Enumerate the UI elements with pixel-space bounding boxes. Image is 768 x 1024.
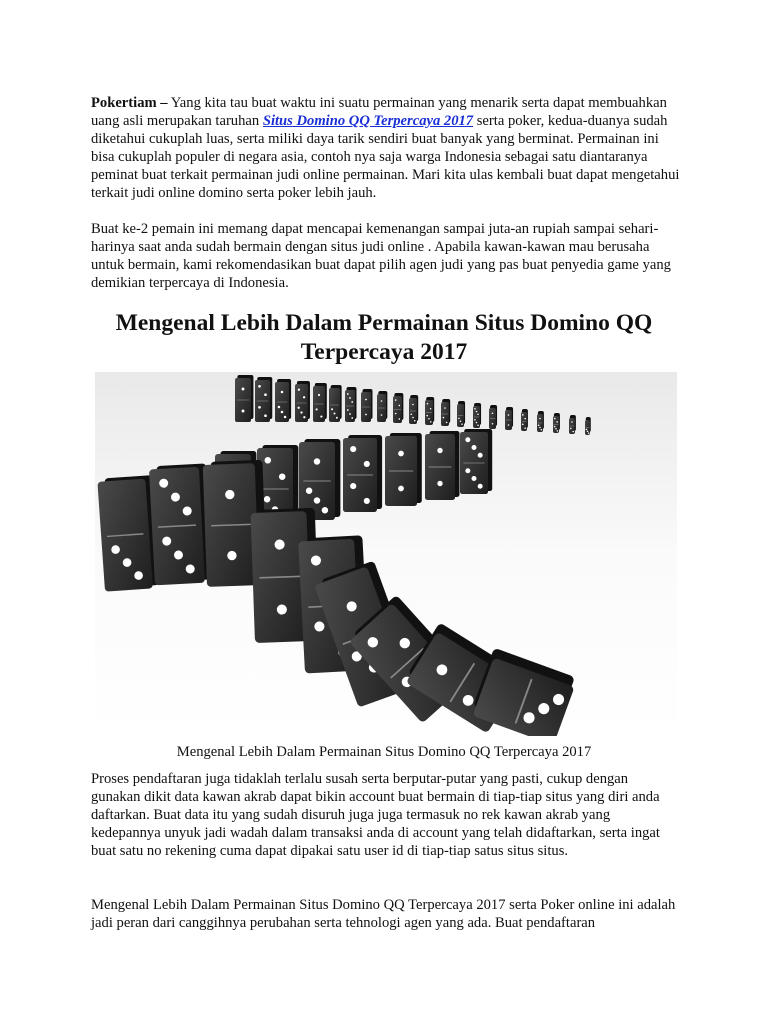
domino-tile — [255, 377, 272, 422]
domino-pip — [477, 413, 479, 415]
domino-tile — [569, 415, 576, 434]
domino-pip — [395, 413, 397, 415]
domino-pip — [365, 399, 367, 401]
domino-pip — [410, 413, 412, 415]
domino-pip — [278, 406, 281, 409]
domino-pip — [331, 408, 333, 410]
domino-pip — [258, 406, 261, 409]
domino-pip — [412, 404, 414, 406]
domino-pip — [430, 408, 432, 410]
domino-tile — [343, 435, 382, 512]
domino-pip — [300, 411, 302, 413]
domino-pip — [522, 424, 524, 426]
domino-pip — [437, 448, 442, 453]
intro-text-a: Yang kita tau buat waktu ini suatu permainan yang menarik serta dapat membuahkan uang asli merupakan taruhan — [91, 95, 667, 129]
domino-pip — [336, 417, 338, 419]
domino-pip — [522, 414, 524, 416]
domino-pip — [395, 399, 397, 401]
domino-pip — [258, 385, 261, 388]
domino-tile — [235, 375, 253, 422]
domino-pip — [474, 419, 476, 421]
domino-tile — [537, 411, 544, 432]
domino-pip — [437, 481, 442, 486]
domino-pip — [428, 418, 430, 420]
third-paragraph: Proses pendaftaran juga tidaklah terlalu susah serta berputar-putar yang pasti, cukup dengan gunakan dikit data kawan akrab dapat bikin account buat bermain di tiap-tiap situs yang diri anda daftarkan. Buat data itu yang sudah disuruh juga juga termasuk no rek kawan akrab yang kedepannya unyuk jadi wadah dalam transaksi anda di account yang telah didaftarkan, serta ingat buat satu no rekening cuma dapat dipakai satu user id di tiap-tiap satus situs situs. — [91, 771, 660, 859]
domino-pip — [350, 483, 356, 489]
domino-tile — [521, 409, 528, 431]
domino-tile — [329, 385, 342, 422]
domino-pip — [492, 412, 494, 414]
domino-tile — [299, 439, 340, 520]
domino-pip — [554, 426, 556, 428]
domino-pip — [351, 401, 353, 403]
domino-pip — [297, 407, 299, 409]
domino-pip — [444, 407, 446, 409]
domino-pip — [458, 418, 460, 420]
domino-pip — [349, 413, 351, 415]
domino-pip — [320, 416, 322, 418]
domino-tile — [553, 413, 560, 433]
domino-pip — [242, 410, 245, 413]
domino-pip — [364, 461, 370, 467]
domino-pip — [303, 396, 305, 398]
domino-pip — [524, 427, 526, 429]
domino-tile — [473, 403, 481, 428]
domino-pip — [334, 413, 336, 415]
domino-pip — [381, 414, 383, 416]
domino-pip — [281, 391, 284, 394]
domino-tile — [585, 417, 591, 435]
domino-pip — [306, 488, 312, 494]
domino-pip — [316, 408, 318, 410]
domino-pip — [398, 451, 404, 457]
domino-tile — [425, 431, 460, 500]
domino-pip — [541, 429, 543, 431]
domino-pip — [264, 393, 267, 396]
domino-pip — [465, 468, 470, 473]
domino-pip — [398, 486, 404, 492]
domino-pip — [461, 423, 463, 425]
section-heading: Mengenal Lebih Dalam Permainan Situs Domino QQ Terpercaya 2017 — [115, 310, 653, 365]
domino-pip — [587, 430, 589, 432]
domino-pip — [570, 428, 572, 430]
domino-pip — [538, 424, 540, 426]
domino-pip — [476, 411, 478, 413]
site-name-lead: Pokertiam – — [91, 95, 168, 111]
domino-tile — [345, 387, 357, 422]
domino-tile — [457, 401, 465, 427]
domino-pip — [557, 430, 559, 432]
domino-tile — [393, 393, 403, 423]
domino-tile — [385, 433, 422, 506]
domino-pip — [471, 445, 476, 450]
domino-pip — [398, 418, 400, 420]
dominoes-image — [95, 372, 677, 736]
domino-pip — [443, 417, 445, 419]
domino-tile — [313, 383, 327, 422]
domino-pip — [303, 416, 305, 418]
domino-tile — [295, 381, 310, 422]
domino-pip — [588, 432, 590, 434]
domino-tile — [275, 379, 291, 422]
domino-pip — [314, 497, 320, 503]
domino-pip — [430, 421, 432, 423]
domino-pip — [476, 422, 478, 424]
domino-pip — [265, 457, 271, 463]
domino-pip — [426, 415, 428, 417]
second-paragraph: Buat ke-2 pemain ini memang dapat mencapai kemenangan sampai juta-an rupiah sampai sehari-harinya saat anda sudah bermain dengan situs judi online . Apabila kawan-kawan mau berusaha untuk bermain, kami rekomendasikan buat dapat pilih agen judi yang pas buat penyedia game yang demikian terpercaya di Indonesia. — [91, 221, 671, 291]
domino-pip — [412, 417, 414, 419]
domino-pip — [242, 388, 245, 391]
domino-pip — [478, 484, 483, 489]
domino-pip — [474, 408, 476, 410]
domino-pip — [571, 421, 573, 423]
domino-pip — [322, 507, 328, 513]
domino-pip — [508, 424, 510, 426]
image-caption: Mengenal Lebih Dalam Permainan Situs Domino QQ Terpercaya 2017 — [176, 744, 592, 760]
domino-tile — [361, 389, 373, 422]
domino-pip — [427, 403, 429, 405]
domino-pip — [572, 431, 574, 433]
domino-pip — [398, 405, 400, 407]
domino-tile — [149, 463, 213, 585]
domino-pip — [365, 414, 367, 416]
domino-pip — [539, 418, 541, 420]
domino-pip — [284, 416, 287, 419]
domino-pip — [347, 409, 349, 411]
domino-pip — [264, 496, 270, 502]
domino-pip — [264, 414, 267, 417]
domino-pip — [281, 411, 284, 414]
intro-paragraph — [91, 94, 681, 202]
domino-pip — [446, 422, 448, 424]
domino-pip — [364, 498, 370, 504]
domino-pip — [298, 389, 300, 391]
domino-pip — [349, 397, 351, 399]
domino-pip — [471, 476, 476, 481]
domino-pip — [508, 414, 510, 416]
domino-pip — [556, 421, 558, 423]
domino-pip — [414, 420, 416, 422]
domino-tile — [377, 391, 387, 422]
domino-pip — [524, 418, 526, 420]
domino-pip — [478, 453, 483, 458]
domino-pip — [381, 400, 383, 402]
intro-text-b: serta poker, kedua-duanya sudah diketahui cukuplah luas, serta miliki daya tarik sendiri buat banyak yang berminat. Permainan ini bisa cukuplah populer di negara asia, contoh nya saja warga Indonesia sebagai satu diantaranya peminat buat terkait permainan judi online permainan. Mari kita ulas kembali buat dapat mengetahui terkait judi online domino serta poker lebih jauh. — [91, 113, 680, 201]
domino-pip — [314, 458, 320, 464]
domino-tile — [460, 429, 492, 494]
domino-pip — [555, 428, 557, 430]
domino-pip — [554, 418, 556, 420]
domino-pip — [477, 424, 479, 426]
domino-pip — [539, 427, 541, 429]
domino-tile — [505, 407, 513, 430]
domino-tile — [489, 405, 497, 429]
fourth-paragraph: Mengenal Lebih Dalam Permainan Situs Domino QQ Terpercaya 2017 serta Poker online ini adalah jadi peran dari canggihnya perubahan serta tehnologi agen yang ada. Buat pendaftaran — [91, 897, 676, 931]
domino-tile — [441, 399, 450, 426]
domino-pip — [465, 437, 470, 442]
domino-tile — [425, 397, 434, 425]
domino-qq-link[interactable]: Situs Domino QQ Terpercaya 2017 — [262, 113, 474, 129]
domino-pip — [318, 394, 320, 396]
domino-pip — [347, 393, 349, 395]
domino-pip — [351, 417, 353, 419]
domino-pip — [492, 423, 494, 425]
domino-pip — [350, 446, 356, 452]
domino-pip — [586, 429, 588, 431]
domino-pip — [279, 473, 285, 479]
domino-tile — [409, 395, 418, 424]
domino-pip — [460, 420, 462, 422]
